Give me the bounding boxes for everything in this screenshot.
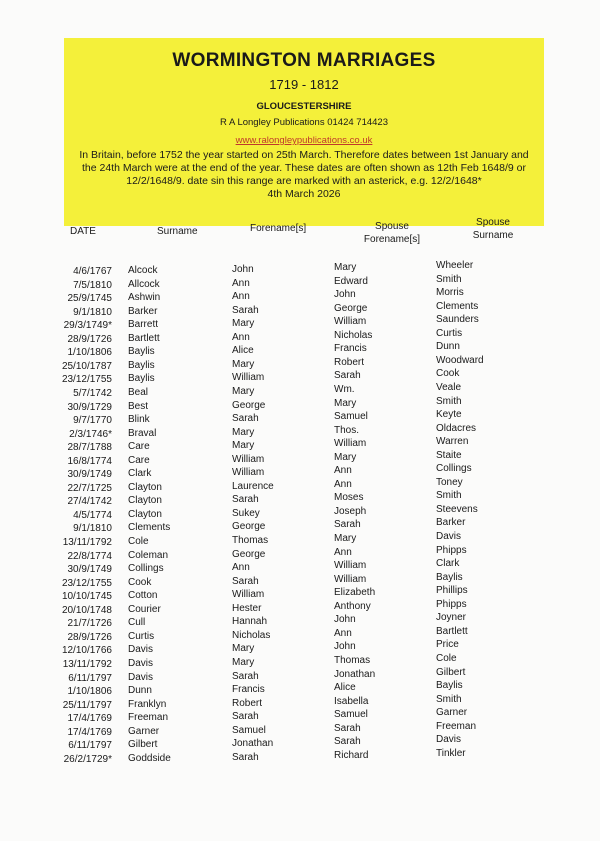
publication-date: 4th March 2026 <box>267 188 341 200</box>
row-1-date: 7/5/1810 <box>73 279 112 291</box>
row-36-spouse-forename: Richard <box>334 749 369 761</box>
row-8-spouse-forename: Sarah <box>334 370 361 382</box>
row-15-forename: William <box>232 467 265 479</box>
row-14-spouse-forename: Mary <box>334 451 357 463</box>
row-10-spouse-forename: Mary <box>334 397 357 409</box>
row-3-spouse-surname: Clements <box>436 300 479 312</box>
row-9-surname: Beal <box>128 386 149 398</box>
row-13-forename: Mary <box>232 440 255 452</box>
row-21-spouse-forename: Ann <box>334 546 352 558</box>
row-18-spouse-surname: Steevens <box>436 503 478 515</box>
row-31-spouse-surname: Baylis <box>436 680 463 692</box>
row-28-spouse-surname: Price <box>436 639 459 651</box>
row-23-surname: Cook <box>128 576 152 588</box>
row-31-forename: Francis <box>232 684 265 696</box>
row-28-spouse-forename: John <box>334 641 356 653</box>
row-23-spouse-surname: Baylis <box>436 571 463 583</box>
row-34-spouse-surname: Freeman <box>436 720 477 732</box>
row-27-forename: Nicholas <box>232 629 271 641</box>
row-31-spouse-forename: Alice <box>334 682 356 694</box>
row-12-forename: Mary <box>232 426 255 438</box>
row-36-spouse-surname: Tinkler <box>436 747 466 759</box>
row-33-surname: Freeman <box>128 712 169 724</box>
col-header-spouse-forename: Spouse Forename[s] <box>363 221 421 245</box>
row-3-date: 9/1/1810 <box>73 306 112 318</box>
row-26-spouse-forename: John <box>334 614 356 626</box>
row-30-surname: Davis <box>128 671 154 683</box>
row-29-surname: Davis <box>128 657 154 669</box>
row-15-spouse-forename: Ann <box>334 465 352 477</box>
row-0-spouse-surname: Wheeler <box>436 260 474 271</box>
row-25-forename: Hester <box>232 602 262 614</box>
row-34-forename: Samuel <box>232 724 266 736</box>
row-13-date: 28/7/1788 <box>67 442 112 454</box>
row-10-date: 30/9/1729 <box>67 401 112 413</box>
row-17-spouse-surname: Smith <box>436 490 462 502</box>
row-17-forename: Sarah <box>232 494 259 506</box>
row-13-spouse-forename: William <box>334 438 367 450</box>
row-32-date: 25/11/1797 <box>62 699 112 711</box>
row-4-surname: Barrett <box>128 319 159 331</box>
row-20-forename: Thomas <box>232 535 269 546</box>
row-30-date: 6/11/1797 <box>68 672 112 684</box>
row-3-spouse-forename: George <box>334 302 368 314</box>
row-10-spouse-surname: Smith <box>436 395 462 407</box>
row-7-surname: Baylis <box>128 359 155 371</box>
row-29-forename: Mary <box>232 656 255 668</box>
row-8-surname: Baylis <box>128 373 155 385</box>
row-30-spouse-surname: Gilbert <box>436 666 466 678</box>
row-27-surname: Curtis <box>128 630 155 642</box>
row-23-forename: Sarah <box>232 575 259 587</box>
row-19-surname: Clements <box>128 522 171 534</box>
row-2-surname: Ashwin <box>128 292 161 304</box>
row-8-date: 23/12/1755 <box>61 374 112 386</box>
row-18-surname: Clayton <box>128 508 162 520</box>
row-29-spouse-forename: Thomas <box>334 654 371 666</box>
row-35-spouse-surname: Davis <box>436 734 462 746</box>
row-24-spouse-surname: Phillips <box>436 585 468 597</box>
row-22-spouse-surname: Clark <box>436 558 460 570</box>
row-30-forename: Sarah <box>232 670 259 682</box>
row-24-surname: Cotton <box>128 590 158 602</box>
row-32-spouse-surname: Smith <box>436 693 462 705</box>
row-14-date: 16/8/1774 <box>67 455 112 467</box>
row-32-surname: Franklyn <box>128 698 167 710</box>
row-34-date: 17/4/1769 <box>67 726 112 738</box>
row-19-date: 9/1/1810 <box>73 523 112 535</box>
row-35-forename: Jonathan <box>232 738 274 750</box>
row-36-surname: Goddside <box>128 752 171 764</box>
row-3-forename: Sarah <box>232 304 259 316</box>
row-30-spouse-forename: Jonathan <box>334 668 376 680</box>
row-8-spouse-surname: Cook <box>436 368 460 380</box>
row-26-forename: Hannah <box>232 616 268 628</box>
row-19-forename: George <box>232 521 266 533</box>
row-4-spouse-forename: William <box>334 316 367 328</box>
row-25-surname: Courier <box>128 603 161 615</box>
row-11-spouse-forename: Samuel <box>334 411 368 423</box>
publisher: R A Longley Publications 01424 714423 <box>220 117 388 128</box>
year-range: 1719 - 1812 <box>269 77 339 92</box>
col-header-date: DATE <box>70 226 96 237</box>
col-header-spouse-surname: Spouse Surname <box>472 217 514 241</box>
row-33-spouse-forename: Samuel <box>334 709 368 721</box>
row-28-date: 12/10/1766 <box>61 645 112 657</box>
row-9-date: 5/7/1742 <box>73 387 112 399</box>
row-20-date: 13/11/1792 <box>62 537 112 548</box>
county: GLOUCESTERSHIRE <box>256 101 352 112</box>
row-36-date: 26/2/1729* <box>63 753 112 765</box>
row-6-spouse-surname: Dunn <box>436 341 460 353</box>
row-22-spouse-forename: William <box>334 560 367 572</box>
row-23-date: 23/12/1755 <box>61 577 112 589</box>
row-34-surname: Garner <box>128 725 160 737</box>
row-16-spouse-surname: Toney <box>436 476 463 488</box>
row-36-forename: Sarah <box>232 751 259 763</box>
row-4-forename: Mary <box>232 318 255 330</box>
calendar-note: In Britain, before 1752 the year started on 25th March. Therefore dates between 1st January and the 24th March were at the end of the year. These dates are often shown as 12th Feb 1648/9 or 12/2/1648/9. date sin this range are marked with an asterick, e.g. 12/2/1648* <box>79 149 529 187</box>
row-11-surname: Blink <box>128 414 150 426</box>
row-6-forename: Alice <box>232 345 254 357</box>
row-0-date: 4/6/1767 <box>73 266 112 277</box>
row-25-spouse-surname: Phipps <box>436 598 467 610</box>
row-26-date: 21/7/1726 <box>67 618 112 630</box>
row-14-surname: Care <box>128 454 150 466</box>
row-5-forename: Ann <box>232 331 250 343</box>
row-32-spouse-forename: Isabella <box>334 695 369 707</box>
row-1-surname: Allcock <box>128 278 160 290</box>
row-23-spouse-forename: William <box>334 573 367 585</box>
row-0-surname: Alcock <box>128 265 158 276</box>
row-31-date: 1/10/1806 <box>67 686 112 698</box>
row-24-forename: William <box>232 589 265 601</box>
row-11-date: 9/7/1770 <box>73 415 112 427</box>
row-17-surname: Clayton <box>128 495 162 507</box>
row-17-date: 27/4/1742 <box>67 496 112 508</box>
row-12-spouse-surname: Oldacres <box>436 422 477 434</box>
row-31-surname: Dunn <box>128 685 152 697</box>
row-21-spouse-surname: Phipps <box>436 544 467 556</box>
row-20-spouse-forename: Mary <box>334 533 357 544</box>
col-header-surname: Surname <box>157 226 198 237</box>
row-34-spouse-forename: Sarah <box>334 722 361 734</box>
row-28-surname: Davis <box>128 644 154 656</box>
row-5-date: 28/9/1726 <box>67 333 112 345</box>
row-7-spouse-surname: Woodward <box>436 354 484 366</box>
row-29-date: 13/11/1792 <box>62 658 112 670</box>
row-27-date: 28/9/1726 <box>67 631 112 643</box>
row-11-spouse-surname: Keyte <box>436 409 462 421</box>
row-2-spouse-forename: John <box>334 289 356 301</box>
row-13-spouse-surname: Warren <box>436 436 469 448</box>
col-header-forename: Forename[s] <box>250 223 307 234</box>
row-33-spouse-surname: Garner <box>436 707 468 719</box>
row-26-spouse-surname: Joyner <box>436 612 467 624</box>
website-link[interactable]: www.ralongleypublications.co.uk <box>235 135 373 146</box>
row-21-date: 22/8/1774 <box>67 550 112 562</box>
row-1-spouse-forename: Edward <box>334 275 368 287</box>
row-20-surname: Cole <box>128 536 149 547</box>
row-11-forename: Sarah <box>232 413 259 425</box>
row-4-spouse-surname: Saunders <box>436 314 479 326</box>
row-19-spouse-forename: Sarah <box>334 519 361 531</box>
row-35-surname: Gilbert <box>128 739 158 751</box>
row-12-surname: Braval <box>128 427 157 439</box>
row-15-date: 30/9/1749 <box>67 469 112 481</box>
row-10-forename: George <box>232 399 266 411</box>
row-16-surname: Clayton <box>128 481 162 493</box>
row-20-spouse-surname: Davis <box>436 531 462 542</box>
row-27-spouse-forename: Ann <box>334 627 352 639</box>
row-2-date: 25/9/1745 <box>67 293 112 305</box>
row-7-forename: Mary <box>232 358 255 370</box>
row-22-surname: Collings <box>128 563 164 575</box>
title-banner <box>64 38 544 226</box>
row-35-date: 6/11/1797 <box>68 740 112 752</box>
row-16-spouse-forename: Ann <box>334 478 352 490</box>
row-5-surname: Bartlett <box>128 332 160 344</box>
row-12-spouse-forename: Thos. <box>334 424 360 436</box>
row-6-spouse-forename: Francis <box>334 343 367 355</box>
row-14-forename: William <box>232 453 265 465</box>
row-21-forename: George <box>232 548 266 560</box>
row-16-forename: Laurence <box>232 480 274 492</box>
row-12-date: 2/3/1746* <box>69 428 112 440</box>
row-5-spouse-forename: Nicholas <box>334 329 373 341</box>
row-9-forename: Mary <box>232 385 255 397</box>
row-5-spouse-surname: Curtis <box>436 327 463 339</box>
row-0-forename: John <box>232 264 254 275</box>
row-17-spouse-forename: Moses <box>334 492 364 504</box>
row-7-spouse-forename: Robert <box>334 356 365 368</box>
row-16-date: 22/7/1725 <box>67 482 112 494</box>
document-title: WORMINGTON MARRIAGES <box>172 50 436 71</box>
row-10-surname: Best <box>128 400 149 412</box>
row-33-date: 17/4/1769 <box>67 713 112 725</box>
row-15-surname: Clark <box>128 468 152 480</box>
row-18-spouse-forename: Joseph <box>334 505 367 517</box>
row-18-forename: Sukey <box>232 507 260 519</box>
row-1-forename: Ann <box>232 277 250 289</box>
row-24-spouse-forename: Elizabeth <box>334 587 376 599</box>
row-7-date: 25/10/1787 <box>61 360 112 372</box>
row-22-forename: Ann <box>232 562 250 574</box>
row-0-spouse-forename: Mary <box>334 262 357 273</box>
row-14-spouse-surname: Staite <box>436 449 462 461</box>
row-22-date: 30/9/1749 <box>67 564 112 576</box>
row-35-spouse-forename: Sarah <box>334 736 361 748</box>
row-33-forename: Sarah <box>232 711 259 723</box>
row-15-spouse-surname: Collings <box>436 463 472 475</box>
row-2-forename: Ann <box>232 291 250 303</box>
row-4-date: 29/3/1749* <box>63 320 112 332</box>
row-9-spouse-forename: Wm. <box>334 383 355 395</box>
row-26-surname: Cull <box>128 617 146 629</box>
row-6-surname: Baylis <box>128 346 155 358</box>
row-24-date: 10/10/1745 <box>61 591 112 603</box>
row-18-date: 4/5/1774 <box>73 509 112 521</box>
row-29-spouse-surname: Cole <box>436 652 457 664</box>
row-19-spouse-surname: Barker <box>436 517 466 529</box>
row-21-surname: Coleman <box>128 549 169 561</box>
row-2-spouse-surname: Morris <box>436 287 464 299</box>
row-8-forename: William <box>232 372 265 384</box>
row-27-spouse-surname: Bartlett <box>436 625 468 637</box>
row-3-surname: Barker <box>128 305 158 317</box>
row-9-spouse-surname: Veale <box>436 381 462 393</box>
row-13-surname: Care <box>128 441 150 453</box>
row-28-forename: Mary <box>232 643 255 655</box>
row-1-spouse-surname: Smith <box>436 273 462 285</box>
row-32-forename: Robert <box>232 697 263 709</box>
row-6-date: 1/10/1806 <box>67 347 112 359</box>
row-25-date: 20/10/1748 <box>61 604 112 616</box>
row-25-spouse-forename: Anthony <box>334 600 371 612</box>
